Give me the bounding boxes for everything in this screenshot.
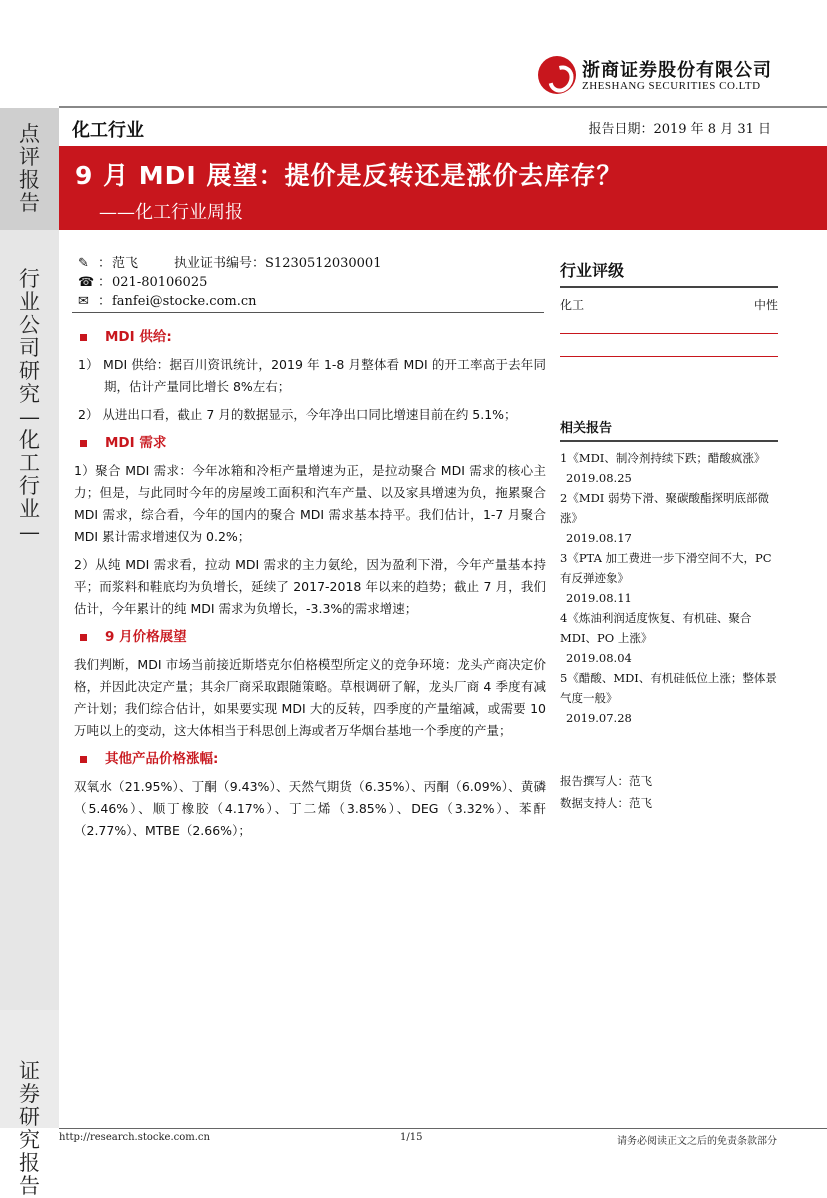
sidebar-char: 告 xyxy=(19,191,40,215)
sidebar-char: 究 xyxy=(19,1128,40,1152)
email-row xyxy=(78,292,381,311)
author-row xyxy=(78,254,381,273)
section-heading xyxy=(74,626,546,648)
phone-icon: ☎ xyxy=(78,274,95,290)
title-banner xyxy=(59,146,827,230)
paragraph: 2）从纯 MDI 需求看，拉动 MDI 需求的主力氨纶，因为盈利下滑，今年产量基本持平；而浆料和鞋底均为负增长，延续了 2017-2018 年以来的趋势；截止 7 月，我们估计，今年累计的纯 MDI 需求为负增长，-3.3%的需求增速； xyxy=(74,557,546,616)
content-divider xyxy=(72,312,544,313)
zheshang-logo-icon xyxy=(538,56,576,94)
sidebar-char: — xyxy=(19,520,40,544)
page-subtitle: ——化工行业周报 xyxy=(99,202,243,223)
colon: ： xyxy=(98,255,112,271)
company-name-cn: 浙商证券股份有限公司 xyxy=(582,60,772,81)
sidebar-category xyxy=(0,230,59,1010)
bullet-square-icon xyxy=(80,756,87,763)
section-heading xyxy=(74,748,546,770)
bullet-square-icon xyxy=(80,634,87,641)
sidebar-char: 告 xyxy=(19,1174,40,1198)
author-info xyxy=(78,254,381,311)
phone-row xyxy=(78,273,381,292)
sidebar-char: 工 xyxy=(19,451,40,475)
writer-row xyxy=(560,770,778,792)
author-email[interactable]: fanfei@stocke.com.cn xyxy=(112,293,257,309)
rating-row xyxy=(560,296,778,313)
related-report-date: 2019.07.28 xyxy=(566,711,632,725)
sidebar-char: 行 xyxy=(19,267,40,291)
sidebar-char: 究 xyxy=(19,382,40,406)
section-heading xyxy=(74,326,546,348)
report-date: 报告日期：2019 年 8 月 31 日 xyxy=(588,122,771,137)
license-number: S1230512030001 xyxy=(265,255,382,271)
paragraph: 2） 从进出口看，截止 7 月的数据显示，今年净出口同比增速目前在约 5.1%； xyxy=(78,407,517,422)
sidebar-char: 司 xyxy=(19,336,40,360)
colon: ： xyxy=(98,293,112,309)
section-heading xyxy=(74,432,546,454)
header-divider xyxy=(59,106,827,108)
section-title: 其他产品价格涨幅: xyxy=(105,751,219,767)
main-content xyxy=(74,322,546,848)
page-title: 9 月 MDI 展望：提价是反转还是涨价去库存？ xyxy=(75,161,623,190)
sidebar-char: 业 xyxy=(19,497,40,521)
sidebar-char: 评 xyxy=(19,145,40,169)
bullet-square-icon xyxy=(80,440,87,447)
support-name: 范飞 xyxy=(629,796,652,810)
rating-divider xyxy=(560,286,778,288)
related-report-date: 2019.08.04 xyxy=(566,651,632,665)
sidebar-char: 业 xyxy=(19,290,40,314)
sidebar-char: 研 xyxy=(19,1105,40,1129)
sidebar-char: 报 xyxy=(19,168,40,192)
related-report-date: 2019.08.17 xyxy=(566,531,632,545)
sidebar-char: — xyxy=(19,405,40,429)
sidebar-char: 券 xyxy=(19,1082,40,1106)
related-report-title: 5《醋酸、MDI、有机硅低位上涨；整体景气度一般》 xyxy=(560,671,777,705)
related-report-item[interactable] xyxy=(560,488,778,548)
sidebar-char: 报 xyxy=(19,1151,40,1175)
section-title: MDI 需求 xyxy=(105,435,167,451)
right-column xyxy=(560,258,778,814)
sidebar-char: 化 xyxy=(19,428,40,452)
rating-title: 行业评级 xyxy=(560,261,625,280)
rating-industry: 化工 xyxy=(560,298,585,312)
writer-label: 报告撰写人： xyxy=(560,774,629,788)
disclaimer-note: 请务必阅读正文之后的免责条款部分 xyxy=(617,1136,777,1147)
related-divider xyxy=(560,440,778,442)
related-report-item[interactable] xyxy=(560,608,778,668)
sidebar-char: 证 xyxy=(19,1059,40,1083)
paragraph: 1） MDI 供给：据百川资讯统计，2019 年 1-8 月整体看 MDI 的开工率高于去年同期，估计产量同比增长 8%左右； xyxy=(78,357,546,394)
bullet-square-icon xyxy=(80,334,87,341)
writer-name: 范飞 xyxy=(629,774,652,788)
license-label: 执业证书编号： xyxy=(174,255,266,271)
related-report-title: 3《PTA 加工费进一步下滑空间不大，PC 有反弹迹象》 xyxy=(560,551,772,585)
related-report-title: 2《MDI 弱势下滑、聚碳酸酯探明底部微涨》 xyxy=(560,491,770,525)
report-staff xyxy=(560,770,778,814)
related-report-date: 2019.08.25 xyxy=(566,471,632,485)
colon: ： xyxy=(98,274,112,290)
related-report-title: 4《炼油利润适度恢复、有机硅、聚合 MDI、PO 上涨》 xyxy=(560,611,752,645)
related-report-item[interactable] xyxy=(560,448,778,488)
footer-url[interactable]: http://research.stocke.com.cn xyxy=(59,1132,210,1143)
section-title: 9 月价格展望 xyxy=(105,629,187,645)
related-report-item[interactable] xyxy=(560,668,778,728)
sidebar-footer-label xyxy=(0,1010,59,1198)
section-title: MDI 供给: xyxy=(105,329,172,345)
sidebar-char: 研 xyxy=(19,359,40,383)
rating-rule xyxy=(560,356,778,357)
related-report-item[interactable] xyxy=(560,548,778,608)
mail-icon: ✉ xyxy=(78,293,89,309)
support-label: 数据支持人： xyxy=(560,796,629,810)
sidebar xyxy=(0,108,59,1198)
company-name-en: ZHESHANG SECURITIES CO.LTD xyxy=(582,80,761,92)
related-reports-title: 相关报告 xyxy=(560,421,613,436)
paragraph: 我们判断，MDI 市场当前接近斯塔克尔伯格模型所定义的竞争环境：龙头产商决定价格，并因此决定产量；其余厂商采取跟随策略。草根调研了解，龙头厂商 4 季度有减产计划；我们综合估计，如果要实现 MDI 大的反转，四季度的产量缩减，或需要 10 万吨以上的变动，这大体相当于科思创上海或者万华烟台基地一个季度的产量； xyxy=(74,657,546,738)
page-number: 1/15 xyxy=(400,1132,423,1143)
pen-icon: ✎ xyxy=(78,255,89,271)
sidebar-char: 公 xyxy=(19,313,40,337)
rating-value: 中性 xyxy=(753,298,778,312)
rating-rule xyxy=(560,333,778,334)
industry-label: 化工行业 xyxy=(72,120,144,141)
footer-divider xyxy=(59,1128,827,1129)
author-phone: 021-80106025 xyxy=(112,274,208,290)
related-report-date: 2019.08.11 xyxy=(566,591,632,605)
sidebar-report-type xyxy=(0,108,59,230)
author-name: 范飞 xyxy=(112,255,139,271)
support-row xyxy=(560,792,778,814)
company-logo xyxy=(538,56,774,96)
paragraph: 1）聚合 MDI 需求：今年冰箱和冷柜产量增速为正，是拉动聚合 MDI 需求的核心主力；但是，与此同时今年的房屋竣工面积和汽车产量、以及家具增速为负，拖累聚合 MDI 需求，综合看，今年的国内的聚合 MDI 需求基本持平。我们估计，1-7 月聚合 MDI 累计需求增速仅为 0.2%； xyxy=(74,463,546,544)
related-report-title: 1《MDI、制冷剂持续下跌；醋酸疯涨》 xyxy=(560,451,766,465)
paragraph: 双氧水（21.95%）、丁酮（9.43%）、天然气期货（6.35%）、丙酮（6.09%）、黄磷（5.46%）、顺丁橡胶（4.17%）、丁二烯（3.85%）、DEG（3.32%）、苯酐（2.77%）、MTBE（2.66%）； xyxy=(74,779,546,838)
sidebar-char: 行 xyxy=(19,474,40,498)
sidebar-char: 点 xyxy=(19,122,40,146)
